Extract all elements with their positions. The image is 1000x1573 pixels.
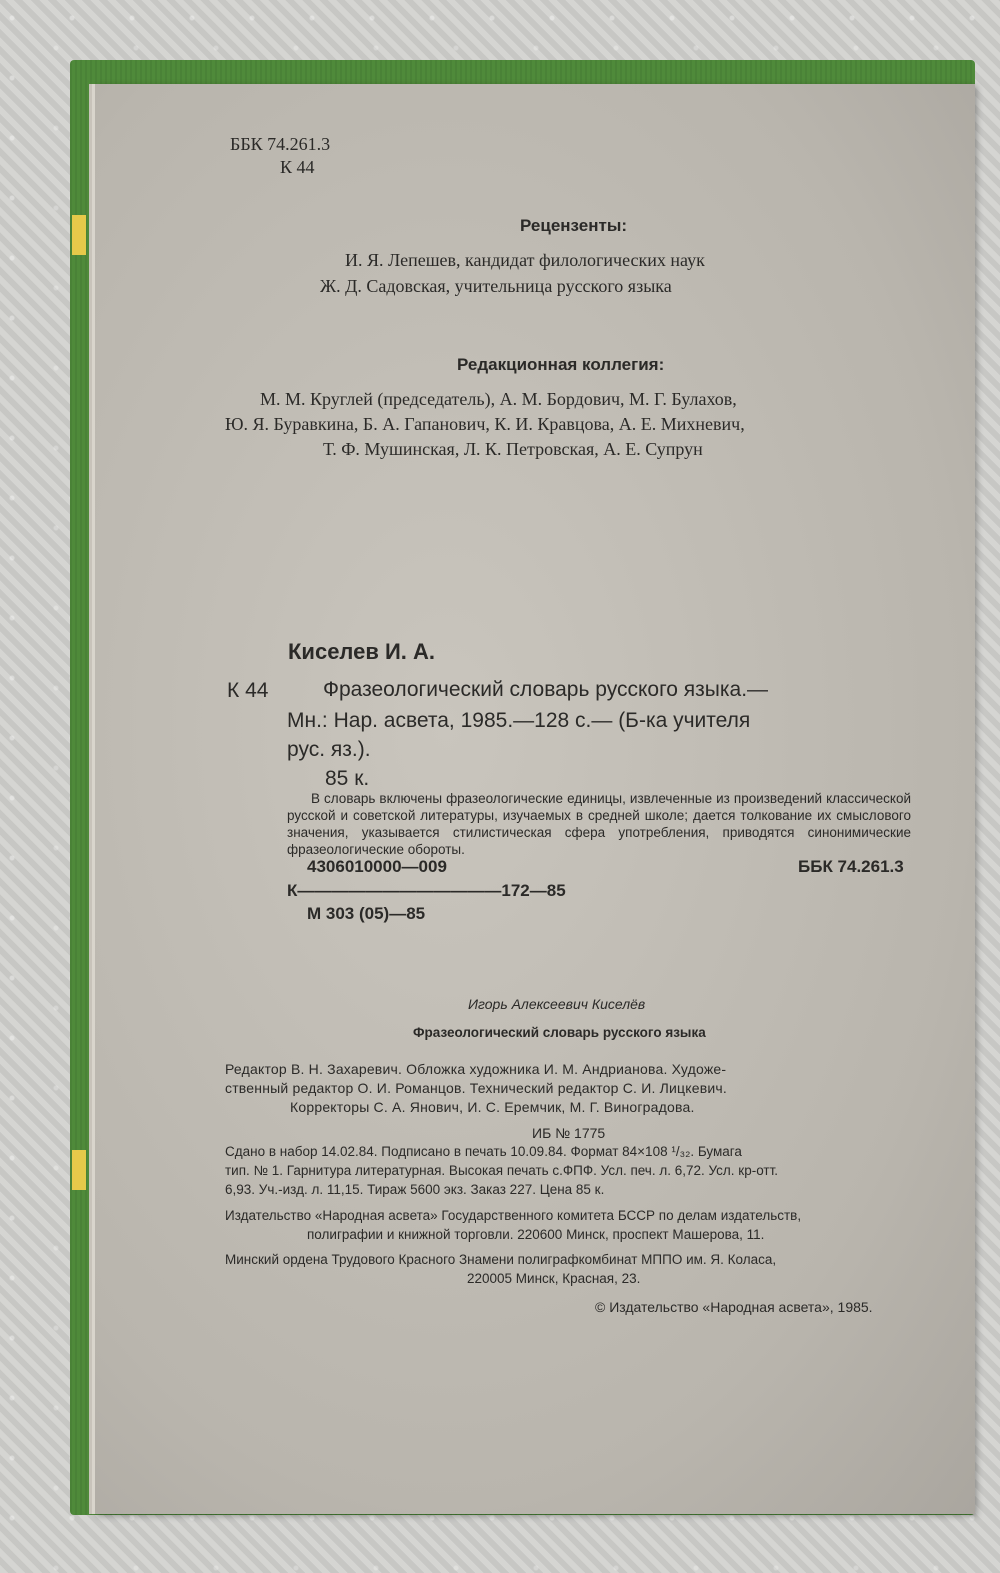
catalog-title-line-1: Фразеологический словарь русского языка.— (323, 678, 769, 701)
catalog-bbk: ББК 74.261.3 (798, 857, 904, 876)
publisher-line-1: Издательство «Народная асвета» Государственного комитета БССР по делам издательств, (225, 1208, 802, 1223)
editorial-line-1: М. М. Круглей (председатель), А. М. Бордович, М. Г. Булахов, (260, 389, 737, 409)
bbk-code: ББК 74.261.3 (230, 134, 331, 154)
book-page (95, 84, 975, 1514)
credits-line-2: ственный редактор О. И. Романцов. Технический редактор С. И. Лицкевич. (225, 1080, 727, 1096)
print-line-1: Сдано в набор 14.02.84. Подписано в печать 10.09.84. Формат 84×108 ¹/₃₂. Бумага (225, 1144, 742, 1159)
editorial-line-3: Т. Ф. Мушинская, Л. К. Петровская, А. Е. Супрун (323, 439, 703, 459)
formula-bottom: М 303 (05)—85 (307, 904, 426, 923)
reviewer-line-2: Ж. Д. Садовская, учительница русского языка (320, 276, 672, 296)
editorial-line-2: Ю. Я. Буравкина, Б. А. Гапанович, К. И. Кравцова, А. Е. Михневич, (225, 414, 745, 434)
reviewer-line-1: И. Я. Лепешев, кандидат филологических наук (345, 250, 705, 270)
formula-mid: К————————————172—85 (287, 881, 566, 900)
credits-line-1: Редактор В. Н. Захаревич. Обложка художника И. М. Андрианова. Художе- (225, 1061, 727, 1077)
imprint-author: Игорь Алексеевич Киселёв (468, 996, 646, 1012)
catalog-annotation: В словарь включены фразеологические единицы, извлеченные из произведений классической русской и советской литературы, изучаемых в средней школе; дается толкование их смыслового значения, указывается стилистическая сфера употребления, приводятся синонимические фразеологические обороты. (287, 791, 911, 857)
imprint-title: Фразеологический словарь русского языка (413, 1025, 706, 1040)
editorial-heading: Редакционная коллегия: (457, 355, 665, 374)
catalog-code: К 44 (227, 679, 269, 702)
formula-top: 4306010000—009 (307, 857, 447, 876)
catalog-price: 85 к. (325, 767, 370, 790)
printer-line-1: Минский ордена Трудового Красного Знамени полиграфкомбинат МППО им. Я. Коласа, (225, 1252, 777, 1267)
printer-line-2: 220005 Минск, Красная, 23. (467, 1271, 641, 1286)
cover-stripe-top (72, 215, 86, 255)
print-line-2: тип. № 1. Гарнитура литературная. Высокая печать с.ФПФ. Усл. печ. л. 6,72. Усл. кр-отт. (225, 1163, 779, 1178)
print-line-3: 6,93. Уч.-изд. л. 11,15. Тираж 5600 экз. Заказ 227. Цена 85 к. (225, 1182, 605, 1197)
cover-stripe-bottom (72, 1150, 86, 1190)
ib-number: ИБ № 1775 (532, 1125, 606, 1141)
copyright-notice: © Издательство «Народная асвета», 1985. (595, 1299, 873, 1315)
catalog-author: Киселев И. А. (288, 639, 436, 664)
index-code: К 44 (280, 157, 315, 177)
credits-line-3: Корректоры С. А. Янович, И. С. Еремчик, М. Г. Виноградова. (290, 1099, 695, 1115)
catalog-title-line-2: Мн.: Нар. асвета, 1985.—128 с.— (Б-ка учителя (287, 709, 751, 732)
reviewers-heading: Рецензенты: (520, 216, 627, 235)
publisher-line-2: полиграфии и книжной торговли. 220600 Минск, проспект Машерова, 11. (307, 1227, 765, 1242)
catalog-title-line-3: рус. яз.). (287, 738, 371, 761)
